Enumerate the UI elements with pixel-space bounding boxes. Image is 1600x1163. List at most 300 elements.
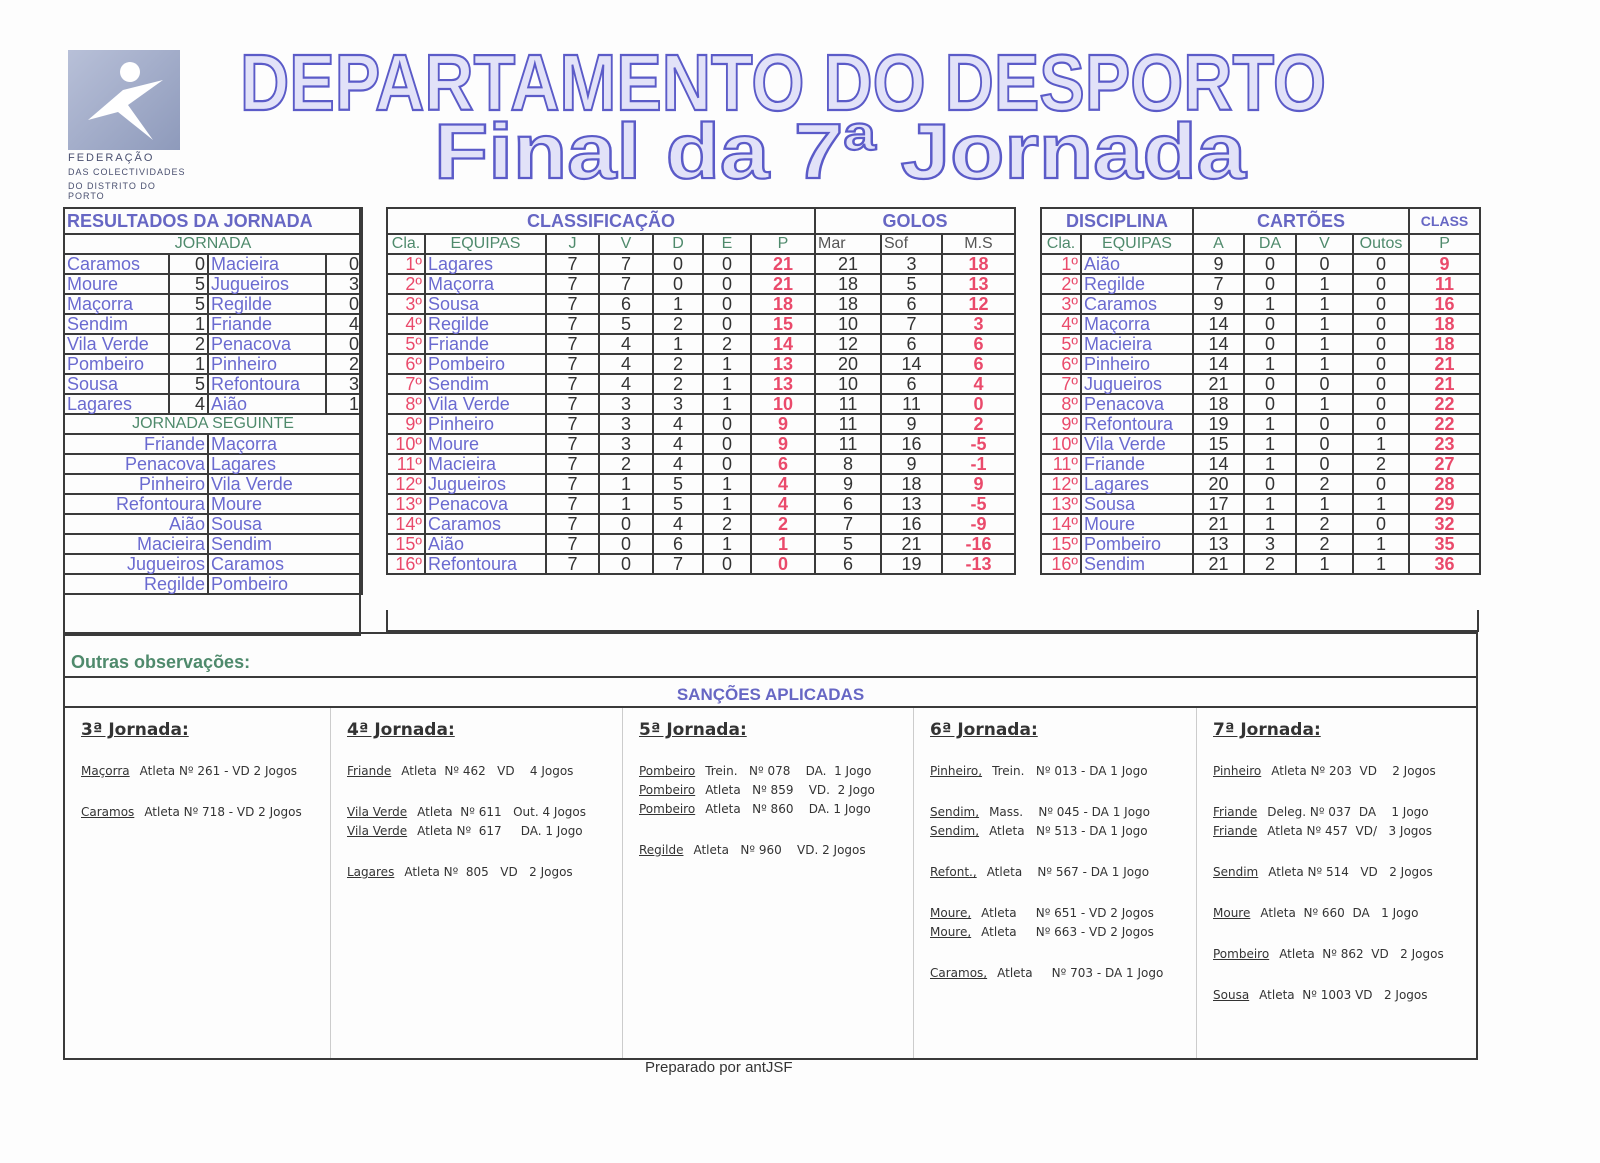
jornada-heading: 3ª Jornada: [81,720,189,740]
discipline-row [1041,294,1480,314]
sanction-line [1213,803,1477,822]
team-name: Caramos [1081,294,1193,314]
goals-against: 21 [881,534,942,554]
losses: 1 [703,494,751,514]
home-score: 2 [169,334,208,354]
sanction-team: Caramos, [930,966,988,980]
goals-for: 11 [815,414,881,434]
sanction-line [1213,945,1477,964]
column-header: EQUIPAS [425,234,546,254]
team-name: Maçorra [425,274,546,294]
page-title [238,38,1330,127]
draws: 4 [653,514,703,534]
goals-for: 10 [815,374,881,394]
other: 0 [1353,334,1409,354]
home-team: Aião [64,514,208,534]
wins: 0 [599,554,653,574]
discipline-row [1041,374,1480,394]
position: 11º [387,454,425,474]
home-team: Sendim [64,314,169,334]
goals-against: 11 [881,394,942,414]
position: 3º [387,294,425,314]
position: 12º [387,474,425,494]
double-yellow: 0 [1244,314,1296,334]
sanction-line [1213,986,1477,1005]
draws: 0 [653,254,703,274]
header-row [64,208,362,234]
away-score: 2 [326,354,362,374]
team-name: Pombeiro [425,354,546,374]
sanction-team: Vila Verde [347,805,408,819]
sanction-detail: Atleta Nº 567 - DA 1 Jogo [986,865,1150,879]
goal-diff: 13 [942,274,1015,294]
away-score: 1 [326,394,362,414]
played: 7 [546,414,599,434]
home-score: 1 [169,354,208,374]
yellow-cards: 21 [1193,554,1244,574]
team-name: Aião [425,534,546,554]
sanction-team: Vila Verde [347,824,408,838]
played: 7 [546,454,599,474]
goals-for: 9 [815,474,881,494]
goals-for: 20 [815,354,881,374]
losses: 1 [703,474,751,494]
goal-diff: -16 [942,534,1015,554]
yellow-cards: 15 [1193,434,1244,454]
table-filler [386,610,1479,632]
standing-row [387,274,1015,294]
other: 1 [1353,434,1409,454]
points: 22 [1409,414,1480,434]
home-team: Caramos [64,254,169,274]
red-cards: 1 [1296,314,1353,334]
sanction-group [81,762,330,781]
away-score: 0 [326,254,362,274]
sanction-line [930,923,1197,942]
sanction-line [930,822,1197,841]
goal-diff: -9 [942,514,1015,534]
discipline-row [1041,354,1480,374]
sanctions-box [63,706,1478,1060]
position: 15º [387,534,425,554]
position: 8º [1041,394,1081,414]
subheader-row [64,234,362,254]
standing-row [387,354,1015,374]
points: 36 [1409,554,1480,574]
sanction-detail: Atleta Nº 960 VD. 2 Jogos [693,843,866,857]
points: 15 [751,314,815,334]
position: 7º [1041,374,1081,394]
losses: 2 [703,334,751,354]
yellow-cards: 21 [1193,514,1244,534]
team-name: Sousa [1081,494,1193,514]
goals-for: 5 [815,534,881,554]
points: 13 [751,354,815,374]
standing-row [387,414,1015,434]
points: 29 [1409,494,1480,514]
draws: 5 [653,494,703,514]
wins: 1 [599,474,653,494]
double-yellow: 2 [1244,554,1296,574]
standing-row [387,474,1015,494]
draws: 1 [653,294,703,314]
away-team: Sendim [208,534,362,554]
jornada-label: JORNADA [64,234,362,254]
sanction-team: Pinheiro [1213,764,1262,778]
sanction-group [1213,945,1477,964]
away-team: Pinheiro [208,354,326,374]
sanction-line [347,762,623,781]
sanction-detail: Atleta Nº 611 Out. 4 Jogos [417,805,586,819]
sanction-line [1213,822,1477,841]
home-team: Maçorra [64,294,169,314]
sanction-detail: Atleta Nº 651 - VD 2 Jogos [981,906,1154,920]
double-yellow: 1 [1244,414,1296,434]
sanction-detail: Atleta Nº 514 VD 2 Jogos [1268,865,1433,879]
subtitle-text: Final da 7ª Jornada [434,107,1247,195]
results-title: RESULTADOS DA JORNADA [64,208,362,234]
away-score: 0 [326,334,362,354]
losses: 0 [703,454,751,474]
position: 2º [387,274,425,294]
sanction-team: Friande [347,764,392,778]
sanctions-column [65,708,330,1058]
team-name: Lagares [1081,474,1193,494]
prepared-by: Preparado por antJSF [645,1059,793,1076]
double-yellow: 1 [1244,354,1296,374]
away-team: Sousa [208,514,362,534]
column-header: Cla. [1041,234,1081,254]
goals-against: 13 [881,494,942,514]
sanctions-column [1196,708,1477,1058]
draws: 2 [653,374,703,394]
sanction-detail: Atleta Nº 859 VD. 2 Jogo [705,783,875,797]
position: 10º [387,434,425,454]
goals-against: 19 [881,554,942,574]
home-score: 5 [169,274,208,294]
game-row [64,354,362,374]
column-header-row [387,234,1015,254]
team-name: Jugueiros [425,474,546,494]
wins: 4 [599,334,653,354]
sanction-team: Pombeiro [1213,947,1270,961]
sanction-group [81,803,330,822]
red-cards: 0 [1296,434,1353,454]
sanctions-column [913,708,1197,1058]
other: 0 [1353,294,1409,314]
position: 3º [1041,294,1081,314]
away-team: Regilde [208,294,326,314]
standing-row [387,434,1015,454]
standing-row [387,494,1015,514]
sanction-group [639,762,914,819]
position: 2º [1041,274,1081,294]
sanction-line [639,762,914,781]
draws: 4 [653,414,703,434]
yellow-cards: 14 [1193,314,1244,334]
sanction-team: Pombeiro [639,783,696,797]
sanctions-column [330,708,623,1058]
sanction-line [930,863,1197,882]
standing-row [387,534,1015,554]
played: 7 [546,514,599,534]
sanction-team: Pombeiro [639,764,696,778]
sanction-team: Moure [1213,906,1251,920]
goals-for: 6 [815,554,881,574]
sanction-group [639,841,914,860]
home-team: Vila Verde [64,334,169,354]
wins: 7 [599,254,653,274]
away-team: Macieira [208,254,326,274]
standing-row [387,294,1015,314]
away-team: Jugueiros [208,274,326,294]
goals-for: 11 [815,394,881,414]
goals-against: 6 [881,374,942,394]
home-score: 0 [169,254,208,274]
goals-for: 7 [815,514,881,534]
sanction-group [347,803,623,841]
points: 4 [751,474,815,494]
red-cards: 2 [1296,534,1353,554]
observations-label: Outras observações: [71,652,251,672]
position: 8º [387,394,425,414]
standing-row [387,334,1015,354]
team-name: Moure [1081,514,1193,534]
draws: 2 [653,314,703,334]
sanction-line [347,822,623,841]
yellow-cards: 17 [1193,494,1244,514]
discipline-row [1041,274,1480,294]
away-team: Friande [208,314,326,334]
position: 11º [1041,454,1081,474]
sanction-detail: Atleta Nº 617 DA. 1 Jogo [417,824,583,838]
points: 23 [1409,434,1480,454]
goals-for: 12 [815,334,881,354]
discipline-row [1041,534,1480,554]
draws: 5 [653,474,703,494]
sanction-group [347,762,623,781]
played: 7 [546,354,599,374]
sanction-line [930,803,1197,822]
yellow-cards: 9 [1193,294,1244,314]
fixture-row [64,434,362,454]
sanction-detail: Mass. Nº 045 - DA 1 Jogo [989,805,1150,819]
sanction-group [1213,762,1477,781]
sanction-team: Refont., [930,865,977,879]
fixture-row [64,514,362,534]
sanction-line [81,803,330,822]
double-yellow: 3 [1244,534,1296,554]
draws: 4 [653,454,703,474]
team-name: Macieira [425,454,546,474]
red-cards: 1 [1296,554,1353,574]
away-team: Pombeiro [208,574,362,594]
header-row [387,208,1015,234]
wins: 6 [599,294,653,314]
team-name: Penacova [1081,394,1193,414]
points: 21 [1409,354,1480,374]
position: 13º [1041,494,1081,514]
points: 1 [751,534,815,554]
losses: 1 [703,354,751,374]
fixture-row [64,474,362,494]
sanction-detail: Atleta Nº 860 DA. 1 Jogo [705,802,871,816]
away-score: 3 [326,374,362,394]
sanction-team: Pinheiro, [930,764,983,778]
away-team: Maçorra [208,434,362,454]
classification-table [386,207,1016,575]
red-cards: 1 [1296,334,1353,354]
discipline-row [1041,414,1480,434]
jornada-heading: 5ª Jornada: [639,720,747,740]
position: 1º [1041,254,1081,274]
discipline-row [1041,474,1480,494]
team-name: Sendim [425,374,546,394]
column-header: Cla. [387,234,425,254]
yellow-cards: 20 [1193,474,1244,494]
goals-against: 18 [881,474,942,494]
yellow-cards: 19 [1193,414,1244,434]
sanction-group [930,762,1197,781]
column-header: Sof [881,234,942,254]
losses: 2 [703,514,751,534]
other: 0 [1353,414,1409,434]
column-header: P [1409,234,1480,254]
sanction-detail: Atleta Nº 513 - DA 1 Jogo [989,824,1148,838]
sanction-line [1213,762,1477,781]
losses: 1 [703,534,751,554]
goals-for: 21 [815,254,881,274]
game-row [64,374,362,394]
other: 0 [1353,514,1409,534]
team-name: Pinheiro [425,414,546,434]
sanction-line [81,762,330,781]
sanction-group [1213,904,1477,923]
points: 18 [1409,334,1480,354]
other: 1 [1353,494,1409,514]
goals-against: 5 [881,274,942,294]
goal-diff: 12 [942,294,1015,314]
sanction-team: Regilde [639,843,684,857]
red-cards: 1 [1296,354,1353,374]
standing-row [387,254,1015,274]
jornada-heading: 6ª Jornada: [930,720,1038,740]
game-row [64,254,362,274]
position: 10º [1041,434,1081,454]
column-header: P [751,234,815,254]
points: 27 [1409,454,1480,474]
discipline-row [1041,554,1480,574]
game-row [64,334,362,354]
red-cards: 1 [1296,274,1353,294]
points: 21 [751,274,815,294]
points: 18 [1409,314,1480,334]
away-team: Vila Verde [208,474,362,494]
discipline-row [1041,314,1480,334]
standing-row [387,374,1015,394]
sanction-detail: Trein. Nº 078 DA. 1 Jogo [705,764,872,778]
points: 9 [751,434,815,454]
draws: 0 [653,274,703,294]
sanction-team: Pombeiro [639,802,696,816]
discipline-row [1041,394,1480,414]
home-team: Jugueiros [64,554,208,574]
team-name: Sendim [1081,554,1193,574]
goals-against: 16 [881,434,942,454]
goals-title: GOLOS [815,208,1015,234]
double-yellow: 0 [1244,374,1296,394]
results-table [63,207,363,595]
yellow-cards: 9 [1193,254,1244,274]
away-team: Refontoura [208,374,326,394]
team-name: Pombeiro [1081,534,1193,554]
red-cards: 0 [1296,254,1353,274]
class-title: CLASS [1409,208,1480,234]
sanction-line [347,863,623,882]
sanction-detail: Deleg. Nº 037 DA 1 Jogo [1267,805,1429,819]
goals-against: 3 [881,254,942,274]
sanction-line [1213,863,1477,882]
standing-row [387,554,1015,574]
losses: 0 [703,414,751,434]
position: 12º [1041,474,1081,494]
sanction-line [639,781,914,800]
sanction-detail: Atleta Nº 703 - DA 1 Jogo [997,966,1164,980]
next-jornada-label: JORNADA SEGUINTE [64,414,362,434]
position: 6º [1041,354,1081,374]
team-name: Sousa [425,294,546,314]
wins: 3 [599,414,653,434]
losses: 0 [703,434,751,454]
double-yellow: 1 [1244,294,1296,314]
position: 14º [387,514,425,534]
goal-diff: 9 [942,474,1015,494]
goal-diff: -13 [942,554,1015,574]
team-name: Moure [425,434,546,454]
sanction-team: Moure, [930,925,972,939]
draws: 7 [653,554,703,574]
points: 32 [1409,514,1480,534]
sanction-line [930,964,1197,983]
other: 2 [1353,454,1409,474]
standing-row [387,454,1015,474]
position: 16º [387,554,425,574]
away-team: Lagares [208,454,362,474]
position: 7º [387,374,425,394]
sanctions-column [622,708,914,1058]
home-team: Macieira [64,534,208,554]
goals-for: 10 [815,314,881,334]
fixture-row [64,574,362,594]
double-yellow: 1 [1244,514,1296,534]
team-name: Aião [1081,254,1193,274]
page-subtitle [432,107,1250,195]
home-team: Friande [64,434,208,454]
column-header: E [703,234,751,254]
sanction-group [930,964,1197,983]
home-score: 5 [169,374,208,394]
position: 13º [387,494,425,514]
position: 6º [387,354,425,374]
sanction-group [1213,986,1477,1005]
column-header-row [1041,234,1480,254]
double-yellow: 0 [1244,274,1296,294]
home-team: Pinheiro [64,474,208,494]
federation-logo [68,50,180,150]
played: 7 [546,494,599,514]
draws: 1 [653,334,703,354]
position: 14º [1041,514,1081,534]
